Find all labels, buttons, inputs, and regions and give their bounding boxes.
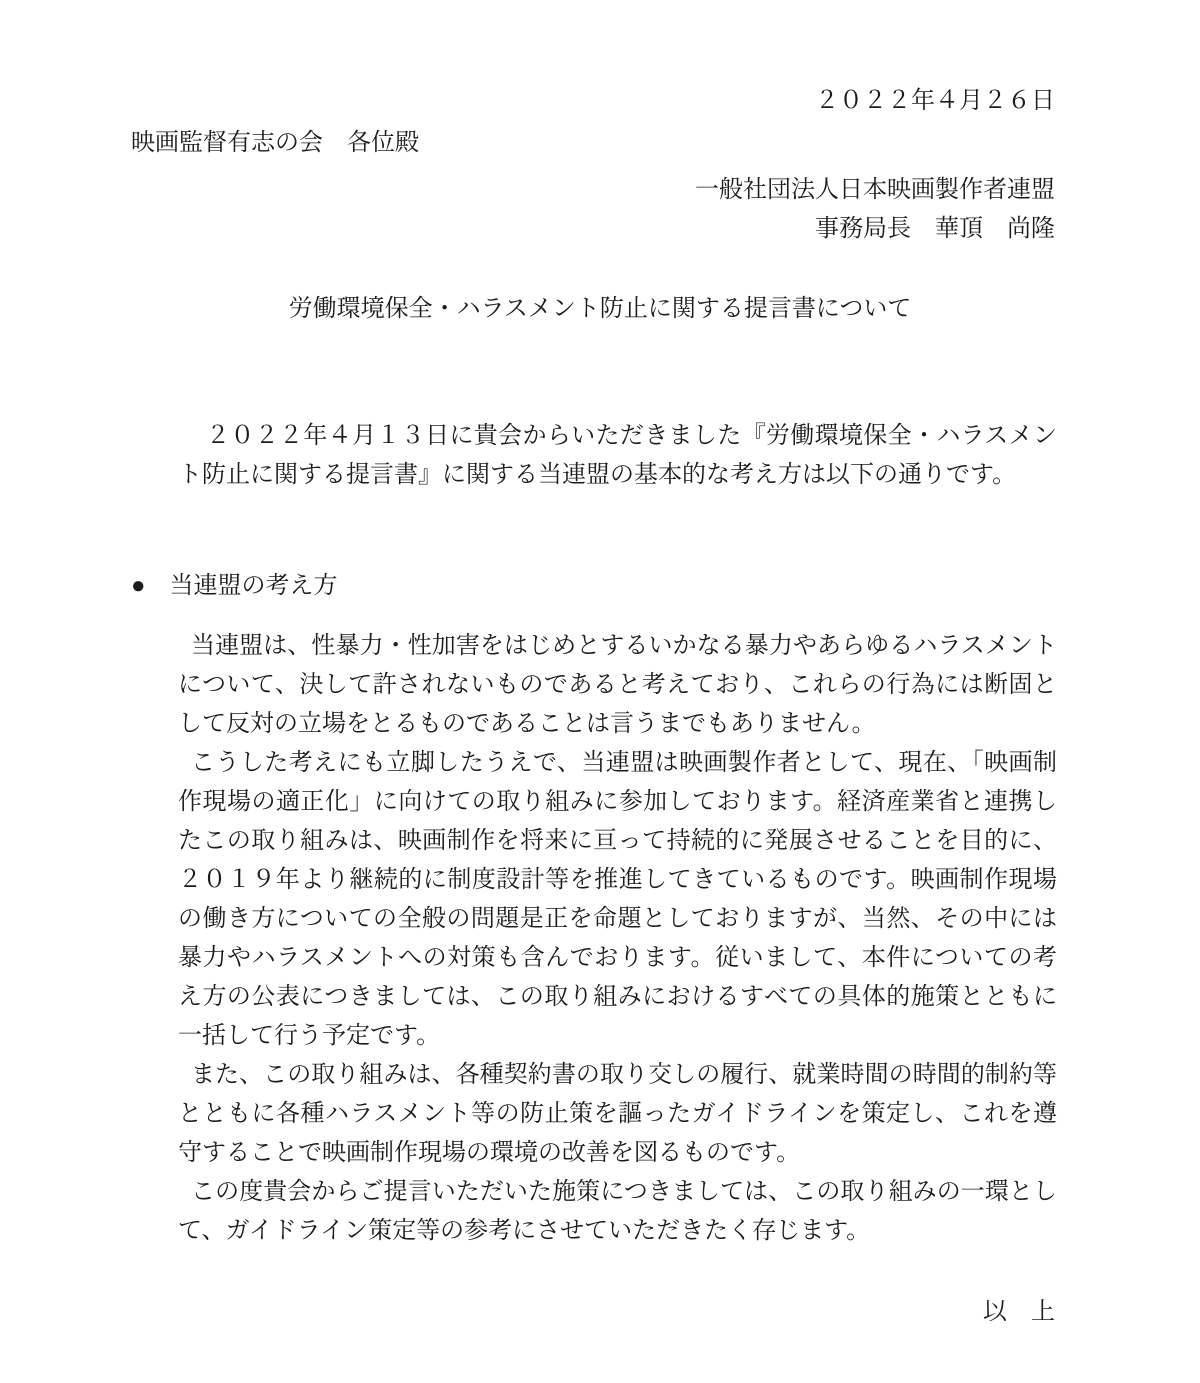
body-paragraph: 当連盟は、性暴力・性加害をはじめとするいかなる暴力やあらゆるハラスメントについて、決して許されないものであると考えており、これらの行為には断固として反対の立場をとるものであることは言うまでもありません。 [178, 633, 1057, 737]
body-text [178, 627, 1057, 1251]
sender-organization: 一般社団法人日本映画製作者連盟 [695, 177, 1055, 203]
body-paragraph: この度貴会からご提言いただいた施策につきましては、この取り組みの一環として、ガイドライン策定等の参考にさせていただきたく存じます。 [178, 1179, 1057, 1244]
document-title: 労働環境保全・ハラスメント防止に関する提言書について [288, 296, 912, 322]
document-date: ２０２２年４月２６日 [815, 88, 1055, 114]
addressee-line: 映画監督有志の会 各位殿 [131, 130, 419, 156]
section-heading-label: 当連盟の考え方 [169, 573, 338, 599]
section-heading [131, 571, 1200, 601]
closing-line: 以 上 [983, 1299, 1055, 1325]
body-paragraph: また、この取り組みは、各種契約書の取り交しの履行、就業時間の時間的制約等とともに各種ハラスメント等の防止策を謳ったガイドラインを策定し、これを遵守することで映画制作現場の環境の改善を図るものです。 [178, 1062, 1057, 1166]
intro-paragraph: ２０２２年４月１３日に貴会からいただきました『労働環境保全・ハラスメント防止に関する提言書』に関する当連盟の基本的な考え方は以下の通りです。 [178, 423, 1057, 488]
body-paragraph: こうした考えにも立脚したうえで、当連盟は映画製作者として、現在、「映画制作現場の適正化」に向けての取り組みに参加しております。経済産業省と連携したこの取り組みは、映画制作を将来に亘って持続的に発展させることを目的に、２０１９年より継続的に制度設計等を推進してきているものです。映画制作現場の働き方についての全般の問題是正を命題としておりますが、当然、その中には暴力やハラスメントへの対策も含んでおります。従いまして、本件についての考え方の公表につきましては、この取り組みにおけるすべての具体的施策とともに一括して行う予定です。 [178, 750, 1057, 1049]
bullet-icon: ● [131, 573, 146, 599]
sender-person: 事務局長 華頂 尚隆 [815, 216, 1055, 242]
